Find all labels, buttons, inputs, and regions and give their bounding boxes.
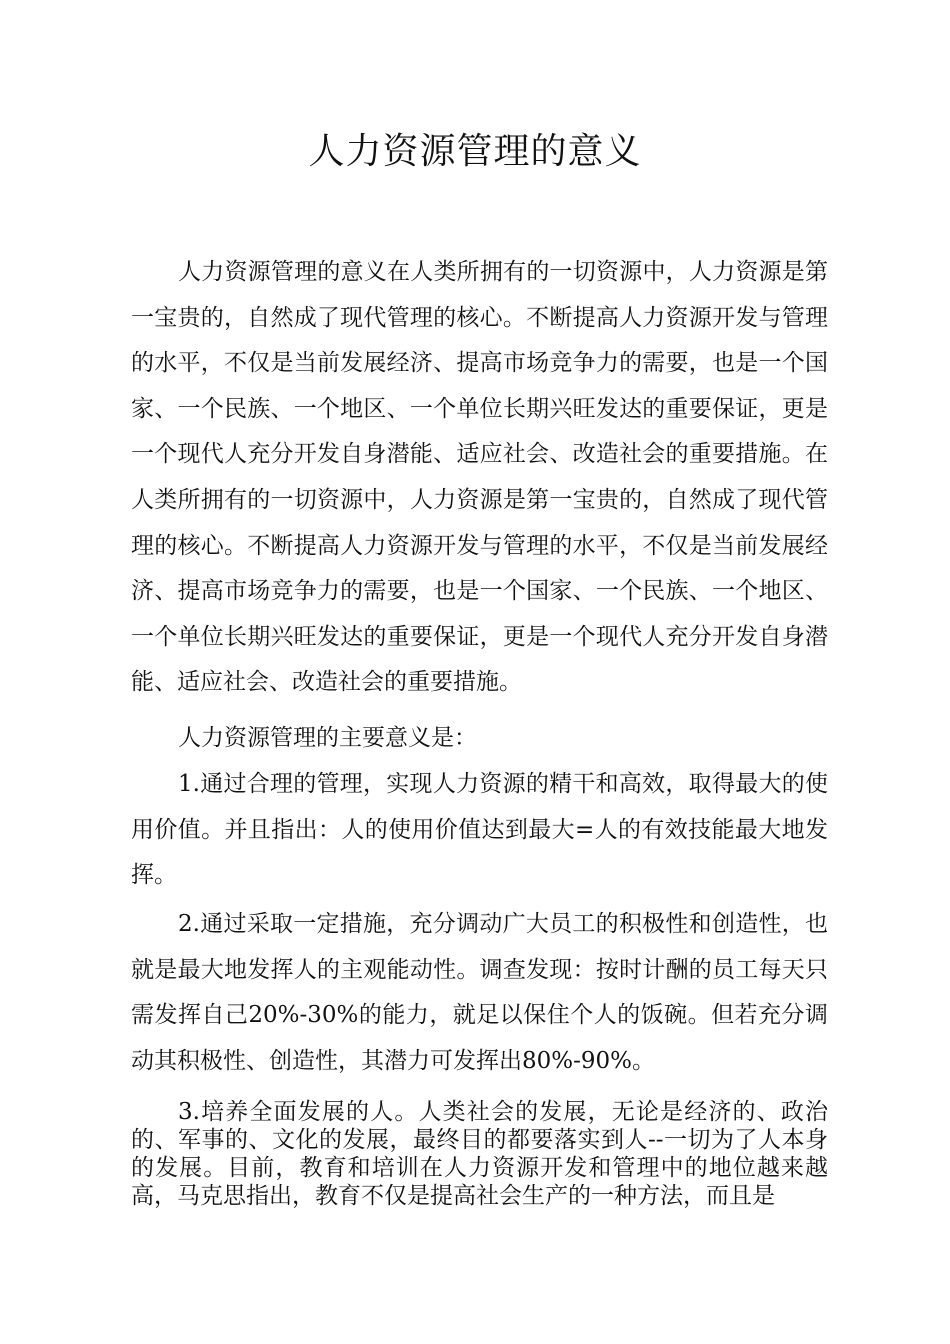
paragraph-intro: 人力资源管理的意义在人类所拥有的一切资源中，人力资源是第一宝贵的，自然成了现代管理的核心。不断提高人力资源开发与管理的水平，不仅是当前发展经济、提高市场竞争力的需要，也是一个国家、一个民族、一个地区、一个单位长期兴旺发达的重要保证，更是一个现代人充分开发自身潜能、适应社会、改造社会的重要措施。在人类所拥有的一切资源中，人力资源是第一宝贵的，自然成了现代管理的核心。不断提高人力资源开发与管理的水平，不仅是当前发展经济、提高市场竞争力的需要，也是一个国家、一个民族、一个地区、一个单位长期兴旺发达的重要保证，更是一个现代人充分开发自身潜能、适应社会、改造社会的重要措施。 <box>131 259 828 696</box>
paragraph-point-2: 2.通过采取一定措施，充分调动广大员工的积极性和创造性，也就是最大地发挥人的主观能动性。调查发现：按时计酬的员工每天只需发挥自己20%-30%的能力，就足以保住个人的饭碗。但若充分调动其积极性、创造性，其潜力可发挥出80%-90%。 <box>131 911 828 1074</box>
paragraph-main-meaning-heading: 人力资源管理的主要意义是： <box>178 725 477 751</box>
document-title: 人力资源管理的意义 <box>308 131 642 172</box>
paragraph-point-3: 3.培养全面发展的人。人类社会的发展，无论是经济的、政治的、军事的、文化的发展，最终目的都要落实到人--一切为了人本身的发展。目前，教育和培训在人力资源开发和管理中的地位越来越高，马克思指出，教育不仅是提高社会生产的一种方法，而且是 <box>131 1099 828 1209</box>
paragraph-point-1: 1.通过合理的管理，实现人力资源的精干和高效，取得最大的使用价值。并且指出：人的使用价值达到最大=人的有效技能最大地发挥。 <box>131 771 828 889</box>
